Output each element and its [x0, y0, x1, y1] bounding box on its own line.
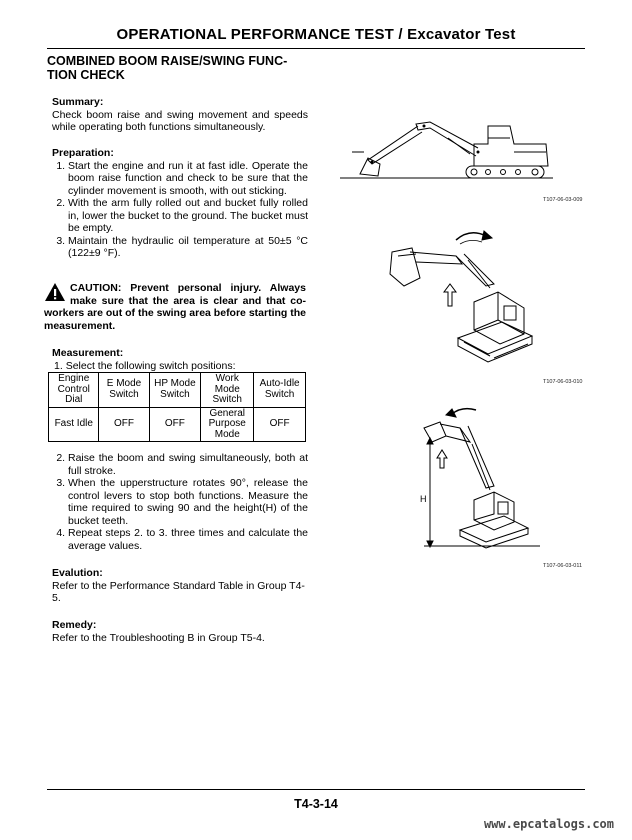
table-header-cell: Work Mode Switch: [201, 373, 254, 408]
summary-text: Check boom raise and swing movement and speeds while operating both functions simultaneously.: [52, 108, 308, 133]
caution-block: [44, 282, 306, 332]
measurement-block: [52, 347, 308, 372]
excavator-side-view-figure: [338, 108, 558, 192]
remedy-heading: Remedy:: [52, 619, 97, 631]
measurement-step-1-text: Select the following switch positions:: [65, 359, 236, 372]
table-header-cell: Engine Control Dial: [49, 373, 99, 408]
remedy-text: Refer to the Troubleshooting B in Group T5-4.: [52, 631, 265, 644]
page-header-title: OPERATIONAL PERFORMANCE TEST / Excavator Test: [116, 26, 516, 43]
remedy-block: [52, 619, 308, 644]
summary-block: [52, 96, 308, 134]
measurement-step: 2. Raise the boom and swing simultaneously, both at full stroke.: [68, 452, 308, 477]
table-cell: Fast Idle: [49, 407, 99, 442]
caution-text: CAUTION: Prevent personal injury. Always make sure that the area is clear and that co-workers are out of the swing area before starting the measurement.: [44, 282, 306, 332]
measurement-steps: [52, 452, 308, 552]
table-header-cell: Auto-Idle Switch: [254, 373, 306, 408]
evaluation-text: Refer to the Performance Standard Table in Group T4-5.: [52, 579, 305, 604]
table-header-cell: HP Mode Switch: [149, 373, 201, 408]
table-header-row: [49, 373, 306, 408]
height-label: H: [420, 494, 427, 504]
table-cell: OFF: [99, 407, 149, 442]
table-header-cell: E Mode Switch: [99, 373, 149, 408]
preparation-step: 3. Maintain the hydraulic oil temperature at 50±5 °C (122±9 °F).: [68, 235, 308, 260]
measurement-step: 4. Repeat steps 2. to 3. three times and calculate the average values.: [68, 527, 308, 552]
page-number: T4-3-14: [294, 797, 338, 811]
evaluation-heading: Evalution:: [52, 567, 103, 579]
header-divider: [47, 48, 585, 49]
preparation-heading: Preparation:: [52, 147, 114, 159]
watermark-text: www.epcatalogs.com: [483, 817, 614, 831]
preparation-step: 1. Start the engine and run it at fast idle. Operate the boom raise function and check to be sure that the cylinder movement is smooth, with out sticking.: [68, 160, 308, 198]
table-row: [49, 407, 306, 442]
excavator-swing-figure: [378, 226, 548, 372]
figure-1-caption: T107-06-03-009: [543, 197, 583, 203]
table-cell: General Purpose Mode: [201, 407, 254, 442]
figure-3-caption: T107-06-03-011: [543, 563, 583, 569]
measurement-step-1: 1. Select the following switch positions:: [54, 359, 236, 372]
preparation-steps: [52, 160, 308, 260]
preparation-step: 2. With the arm fully rolled out and bucket fully rolled in, lower the bucket to the ground. The bucket must be empty.: [68, 197, 308, 235]
table-cell: OFF: [149, 407, 201, 442]
figure-2-caption: T107-06-03-010: [543, 379, 583, 385]
preparation-block: [52, 147, 308, 260]
summary-heading: Summary:: [52, 96, 104, 108]
excavator-height-figure: [410, 404, 550, 552]
footer-divider: [47, 789, 585, 790]
evaluation-block: [52, 567, 308, 605]
measurement-heading: Measurement:: [52, 347, 124, 359]
warning-triangle-icon: [44, 282, 66, 302]
measurement-step: 3. When the upperstructure rotates 90°, release the control levers to stop both functions. Measure the time required to swing 90 and the height(H) of the bucket teeth.: [68, 477, 308, 527]
switch-positions-table: [48, 372, 306, 442]
measurement-steps-block: [52, 452, 308, 552]
section-title: COMBINED BOOM RAISE/SWING FUNC-TION CHECK: [47, 54, 288, 82]
table-cell: OFF: [254, 407, 306, 442]
